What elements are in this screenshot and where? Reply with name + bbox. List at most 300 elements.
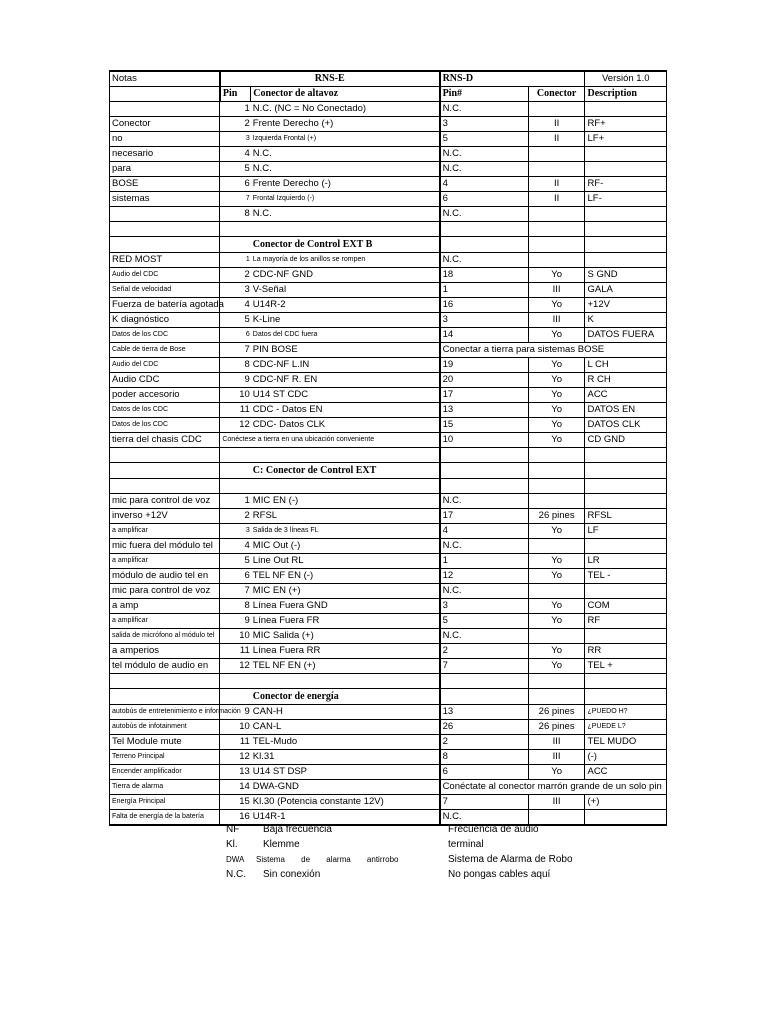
- rnse-cell: [251, 674, 440, 689]
- description-cell: [585, 584, 667, 599]
- pin-cell: 4: [220, 147, 251, 162]
- rnsd-cell: 3: [440, 117, 529, 132]
- rnsd-note-cell: Conectar a tierra para sistemas BOSE: [440, 343, 667, 358]
- note-cell: salida de micrófono al módulo tel: [110, 629, 220, 644]
- pin-cell: 12: [220, 659, 251, 674]
- note-cell: Terreno Principal: [110, 750, 220, 765]
- legend-meaning: Sistema de alarma antirrobo: [256, 855, 399, 864]
- connector-cell: [528, 689, 585, 705]
- section-header-row: [110, 689, 667, 705]
- rnse-cell: Línea Fuera GND: [251, 599, 440, 614]
- rnse-cell: N.C. (NC = No Conectado): [251, 102, 440, 117]
- pin-cell: 7: [220, 192, 251, 207]
- note-cell: [110, 87, 220, 102]
- rnsd-note-cell: Conéctate al conector marrón grande de un solo pin: [440, 780, 667, 795]
- connector-cell: [528, 162, 585, 177]
- description-header: Description: [585, 87, 667, 102]
- table-row: [110, 614, 667, 629]
- rnse-cell: Kl.30 (Potencia constante 12V): [251, 795, 440, 810]
- pin-cell: 8: [220, 207, 251, 222]
- rnsd-cell: N.C.: [440, 207, 529, 222]
- description-cell: [585, 253, 667, 268]
- table-row: [110, 192, 667, 207]
- rnsd-cell: 3: [440, 599, 529, 614]
- table-row: [110, 132, 667, 147]
- pin-cell: 3: [220, 283, 251, 298]
- version-label: Versión 1.0: [585, 71, 667, 87]
- table-row: [110, 705, 667, 720]
- pin-cell: 9: [220, 373, 251, 388]
- header-row: [110, 71, 667, 87]
- table-row: [110, 659, 667, 674]
- legend-row: [226, 867, 656, 882]
- spacer-row: [110, 674, 667, 689]
- description-cell: K: [585, 313, 667, 328]
- rnsd-cell: 18: [440, 268, 529, 283]
- description-cell: ACC: [585, 388, 667, 403]
- table-row: [110, 554, 667, 569]
- connector-cell: Yo: [528, 298, 585, 313]
- table-row: [110, 599, 667, 614]
- pin-cell: 14: [220, 780, 251, 795]
- legend-abbr: NF: [226, 824, 240, 835]
- legend-row: [226, 837, 656, 852]
- connector-cell: [528, 539, 585, 554]
- note-cell: [110, 674, 220, 689]
- pin-cell: 16: [220, 810, 251, 826]
- rnse-cell: CDC- Datos CLK: [251, 418, 440, 433]
- pin-cell: 9: [220, 705, 251, 720]
- pin-cell: 7: [220, 343, 251, 358]
- connector-cell: [528, 102, 585, 117]
- table-row: [110, 388, 667, 403]
- rnse-cell: Frente Derecho (-): [251, 177, 440, 192]
- pin-cell: 2: [220, 268, 251, 283]
- pin-cell: [220, 237, 251, 253]
- note-cell: poder accesorio: [110, 388, 220, 403]
- pin-cell: 10: [220, 720, 251, 735]
- note-cell: Conector: [110, 117, 220, 132]
- legend-meaning: Sin conexión: [263, 869, 321, 880]
- connector-cell: Yo: [528, 765, 585, 780]
- note-cell: [110, 448, 220, 463]
- connector-header: Conector: [528, 87, 585, 102]
- description-cell: [585, 162, 667, 177]
- table-row: [110, 584, 667, 599]
- table-row: [110, 569, 667, 584]
- description-cell: [585, 463, 667, 479]
- description-cell: ¿PUEDE L?: [585, 720, 667, 735]
- description-cell: ACC: [585, 765, 667, 780]
- description-cell: +12V: [585, 298, 667, 313]
- note-cell: autobús de infotainment: [110, 720, 220, 735]
- table-row: [110, 403, 667, 418]
- rnse-cell: [251, 448, 440, 463]
- abbreviation-legend: [226, 822, 656, 882]
- rnse-cell: Salida de 3 líneas FL: [251, 524, 440, 539]
- rnsd-cell: 4: [440, 524, 529, 539]
- pin-cell: 6: [220, 569, 251, 584]
- pin-cell: 8: [220, 358, 251, 373]
- note-cell: tel módulo de audio en: [110, 659, 220, 674]
- rnse-cell: MIC EN (+): [251, 584, 440, 599]
- rnse-cell: CAN-H: [251, 705, 440, 720]
- note-cell: a amplificar: [110, 614, 220, 629]
- rnsd-cell: 7: [440, 659, 529, 674]
- connector-cell: Yo: [528, 659, 585, 674]
- rnse-cell: CDC - Datos EN: [251, 403, 440, 418]
- rnse-cell: TEL-Mudo: [251, 735, 440, 750]
- pinout-table: [109, 70, 667, 826]
- pin-cell: 1: [220, 253, 251, 268]
- description-cell: [585, 629, 667, 644]
- table-row: [110, 780, 667, 795]
- connector-cell: Yo: [528, 388, 585, 403]
- note-cell: inverso +12V: [110, 509, 220, 524]
- table-row: [110, 268, 667, 283]
- pin-cell: 9: [220, 614, 251, 629]
- rnse-cell: [251, 479, 440, 494]
- rnse-header: RNS-E: [220, 71, 440, 87]
- connector-cell: II: [528, 132, 585, 147]
- pin-cell: 2: [220, 117, 251, 132]
- note-cell: Datos de los CDC: [110, 403, 220, 418]
- note-cell: tierra del chasis CDC: [110, 433, 220, 448]
- pin-cell: [220, 222, 251, 237]
- rnsd-header: RNS-D: [440, 71, 585, 87]
- rnse-cell: CDC-NF L.IN: [251, 358, 440, 373]
- pin-cell: 12: [220, 750, 251, 765]
- legend-meaning: Baja frecuencia: [263, 824, 332, 835]
- rnsd-cell: 5: [440, 614, 529, 629]
- pin-number-header: Pin#: [440, 87, 529, 102]
- description-cell: [585, 479, 667, 494]
- connector-cell: III: [528, 735, 585, 750]
- legend-row: [226, 852, 656, 867]
- table-row: [110, 102, 667, 117]
- note-cell: Audio del CDC: [110, 268, 220, 283]
- description-cell: [585, 448, 667, 463]
- connector-cell: II: [528, 192, 585, 207]
- rnse-cell: K-Line: [251, 313, 440, 328]
- rnse-cell: Frente Derecho (+): [251, 117, 440, 132]
- table-row: [110, 765, 667, 780]
- pin-cell: 3: [220, 132, 251, 147]
- rnsd-cell: 1: [440, 283, 529, 298]
- legend-abbr: Kl.: [226, 839, 238, 850]
- connector-cell: Yo: [528, 524, 585, 539]
- note-cell: sistemas: [110, 192, 220, 207]
- note-cell: autobús de entretenimiento e información: [110, 705, 220, 720]
- table-row: [110, 629, 667, 644]
- note-cell: para: [110, 162, 220, 177]
- rnsd-cell: 17: [440, 388, 529, 403]
- rnsd-cell: N.C.: [440, 162, 529, 177]
- description-cell: [585, 102, 667, 117]
- rnsd-cell: 13: [440, 403, 529, 418]
- connector-cell: III: [528, 750, 585, 765]
- rnsd-cell: N.C.: [440, 494, 529, 509]
- connector-cell: III: [528, 795, 585, 810]
- connector-cell: [528, 448, 585, 463]
- note-cell: Tel Module mute: [110, 735, 220, 750]
- pin-cell: 10: [220, 388, 251, 403]
- description-cell: RFSL: [585, 509, 667, 524]
- connector-cell: 26 pines: [528, 720, 585, 735]
- connector-cell: Yo: [528, 554, 585, 569]
- connector-cell: Yo: [528, 418, 585, 433]
- rnse-cell: CAN-L: [251, 720, 440, 735]
- table-row: [110, 313, 667, 328]
- description-cell: LR: [585, 554, 667, 569]
- rnse-cell: TEL NF EN (-): [251, 569, 440, 584]
- table-row: [110, 418, 667, 433]
- pin-cell: 6: [220, 328, 251, 343]
- pin-cell: 15: [220, 795, 251, 810]
- pin-cell: 5: [220, 554, 251, 569]
- note-cell: Tierra de alarma: [110, 780, 220, 795]
- pin-cell: 5: [220, 313, 251, 328]
- section-title: C: Conector de Control EXT: [251, 463, 440, 479]
- rnse-cell: Kl.31: [251, 750, 440, 765]
- rnsd-cell: 2: [440, 644, 529, 659]
- table-row: [110, 358, 667, 373]
- note-cell: necesario: [110, 147, 220, 162]
- rnse-cell: N.C.: [251, 162, 440, 177]
- notas-header: Notas: [110, 71, 220, 87]
- rnse-cell: MIC Salida (+): [251, 629, 440, 644]
- rnse-cell: TEL NF EN (+): [251, 659, 440, 674]
- pin-cell: 11: [220, 735, 251, 750]
- connector-cell: [528, 674, 585, 689]
- rnsd-cell: [440, 448, 529, 463]
- table-row: [110, 283, 667, 298]
- note-cell: módulo de audio tel en: [110, 569, 220, 584]
- rnsd-cell: 12: [440, 569, 529, 584]
- connector-cell: [528, 584, 585, 599]
- description-cell: DATOS CLK: [585, 418, 667, 433]
- connector-cell: Yo: [528, 328, 585, 343]
- rnse-cell: U14 ST DSP: [251, 765, 440, 780]
- rnsd-cell: [440, 674, 529, 689]
- description-cell: [585, 674, 667, 689]
- table-row: [110, 343, 667, 358]
- pin-cell: 5: [220, 162, 251, 177]
- rnse-cell: Datos del CDC fuera: [251, 328, 440, 343]
- description-cell: [585, 222, 667, 237]
- connector-cell: [528, 253, 585, 268]
- note-cell: RED MOST: [110, 253, 220, 268]
- connector-cell: Yo: [528, 644, 585, 659]
- connector-cell: Yo: [528, 373, 585, 388]
- rnse-cell: Izquierda Frontal (+): [251, 132, 440, 147]
- pin-cell: 4: [220, 539, 251, 554]
- rnsd-cell: [440, 689, 529, 705]
- connector-cell: Yo: [528, 569, 585, 584]
- note-cell: Audio del CDC: [110, 358, 220, 373]
- rnsd-cell: 1: [440, 554, 529, 569]
- table-row: [110, 720, 667, 735]
- note-cell: BOSE: [110, 177, 220, 192]
- table-row: [110, 207, 667, 222]
- rnsd-cell: N.C.: [440, 584, 529, 599]
- table-row: [110, 539, 667, 554]
- table-row: [110, 117, 667, 132]
- rnse-cell: N.C.: [251, 147, 440, 162]
- rnsd-cell: 15: [440, 418, 529, 433]
- description-cell: [585, 237, 667, 253]
- note-cell: mic para control de voz: [110, 584, 220, 599]
- rnse-cell: Line Out RL: [251, 554, 440, 569]
- rnse-cell: V-Señal: [251, 283, 440, 298]
- rnse-cell: Conéctese a tierra en una ubicación conveniente: [220, 433, 440, 448]
- note-cell: Cable de tierra de Bose: [110, 343, 220, 358]
- note-cell: Falta de energía de la batería: [110, 810, 220, 826]
- pin-cell: 1: [220, 102, 251, 117]
- section-header-row: [110, 237, 667, 253]
- description-cell: LF: [585, 524, 667, 539]
- description-cell: CD GND: [585, 433, 667, 448]
- note-cell: Datos de los CDC: [110, 418, 220, 433]
- pin-cell: [220, 674, 251, 689]
- table-row: [110, 524, 667, 539]
- rnse-cell: Frontal Izquierdo (-): [251, 192, 440, 207]
- description-cell: RF: [585, 614, 667, 629]
- rnse-cell: N.C.: [251, 207, 440, 222]
- rnsd-cell: [440, 463, 529, 479]
- rnsd-cell: 4: [440, 177, 529, 192]
- rnsd-cell: 2: [440, 735, 529, 750]
- legend-abbr: DWA: [226, 855, 245, 864]
- rnsd-cell: [440, 479, 529, 494]
- connector-cell: Yo: [528, 268, 585, 283]
- table-row: [110, 147, 667, 162]
- connector-cell: [528, 629, 585, 644]
- rnse-cell: MIC EN (-): [251, 494, 440, 509]
- note-cell: [110, 237, 220, 253]
- description-cell: (+): [585, 795, 667, 810]
- description-cell: RF+: [585, 117, 667, 132]
- note-cell: Fuerza de batería agotada: [110, 298, 220, 313]
- connector-cell: 26 pines: [528, 509, 585, 524]
- table-row: [110, 795, 667, 810]
- rnsd-cell: 10: [440, 433, 529, 448]
- description-cell: TEL MUDO: [585, 735, 667, 750]
- pin-cell: 1: [220, 494, 251, 509]
- note-cell: mic fuera del módulo tel: [110, 539, 220, 554]
- description-cell: RR: [585, 644, 667, 659]
- note-cell: mic para control de voz: [110, 494, 220, 509]
- connector-cell: Yo: [528, 433, 585, 448]
- note-cell: [110, 207, 220, 222]
- rnsd-cell: N.C.: [440, 629, 529, 644]
- note-cell: [110, 689, 220, 705]
- section-header-row: [110, 463, 667, 479]
- note-cell: [110, 222, 220, 237]
- legend-meaning: Klemme: [263, 839, 300, 850]
- rnse-cell: Línea Fuera RR: [251, 644, 440, 659]
- pin-cell: 4: [220, 298, 251, 313]
- section-title: Conector de Control EXT B: [251, 237, 440, 253]
- rnsd-cell: N.C.: [440, 810, 529, 826]
- table-row: [110, 433, 667, 448]
- table-row: [110, 253, 667, 268]
- legend-abbr: N.C.: [226, 869, 246, 880]
- legend-translation: Sistema de Alarma de Robo: [448, 854, 573, 865]
- spacer-row: [110, 222, 667, 237]
- note-cell: a amperios: [110, 644, 220, 659]
- note-cell: [110, 479, 220, 494]
- rnsd-cell: N.C.: [440, 102, 529, 117]
- pin-cell: 12: [220, 418, 251, 433]
- description-cell: [585, 207, 667, 222]
- connector-cell: Yo: [528, 403, 585, 418]
- connector-cell: II: [528, 177, 585, 192]
- note-cell: Datos de los CDC: [110, 328, 220, 343]
- note-cell: a amplificar: [110, 554, 220, 569]
- rnsd-cell: 3: [440, 313, 529, 328]
- connector-cell: III: [528, 283, 585, 298]
- pin-cell: 3: [220, 524, 251, 539]
- rnsd-cell: 19: [440, 358, 529, 373]
- pin-cell: 6: [220, 177, 251, 192]
- rnsd-cell: 8: [440, 750, 529, 765]
- pin-cell: 13: [220, 765, 251, 780]
- connector-cell: [528, 479, 585, 494]
- section-title: Conector de energía: [251, 689, 440, 705]
- description-cell: TEL -: [585, 569, 667, 584]
- connector-cell: [528, 494, 585, 509]
- note-cell: [110, 102, 220, 117]
- rnse-cell: PIN BOSE: [251, 343, 440, 358]
- table-row: [110, 494, 667, 509]
- rnsd-cell: 13: [440, 705, 529, 720]
- pin-header: Pin: [220, 87, 251, 102]
- pin-cell: 11: [220, 644, 251, 659]
- rnsd-cell: 6: [440, 765, 529, 780]
- pin-cell: 8: [220, 599, 251, 614]
- note-cell: [110, 463, 220, 479]
- legend-translation: terminal: [448, 839, 484, 850]
- legend-row: [226, 822, 656, 837]
- description-cell: [585, 689, 667, 705]
- note-cell: Encender amplificador: [110, 765, 220, 780]
- connector-cell: Yo: [528, 358, 585, 373]
- rnsd-cell: [440, 222, 529, 237]
- rnse-cell: [251, 222, 440, 237]
- rnsd-cell: 5: [440, 132, 529, 147]
- connector-cell: [528, 147, 585, 162]
- rnse-cell: La mayoría de los anillos se rompen: [251, 253, 440, 268]
- table-row: [110, 735, 667, 750]
- pin-cell: [220, 689, 251, 705]
- description-cell: DATOS FUERA: [585, 328, 667, 343]
- table-row: [110, 750, 667, 765]
- description-cell: ¿PUEDO H?: [585, 705, 667, 720]
- rnsd-cell: 26: [440, 720, 529, 735]
- description-cell: RF-: [585, 177, 667, 192]
- rnse-cell: CDC-NF GND: [251, 268, 440, 283]
- rnse-cell: CDC-NF R. EN: [251, 373, 440, 388]
- description-cell: [585, 147, 667, 162]
- connector-cell: Yo: [528, 599, 585, 614]
- pin-cell: 2: [220, 509, 251, 524]
- table-row: [110, 177, 667, 192]
- rnsd-cell: 16: [440, 298, 529, 313]
- column-header-row: [110, 87, 667, 102]
- pin-cell: 11: [220, 403, 251, 418]
- rnse-cell: U14R-1: [251, 810, 440, 826]
